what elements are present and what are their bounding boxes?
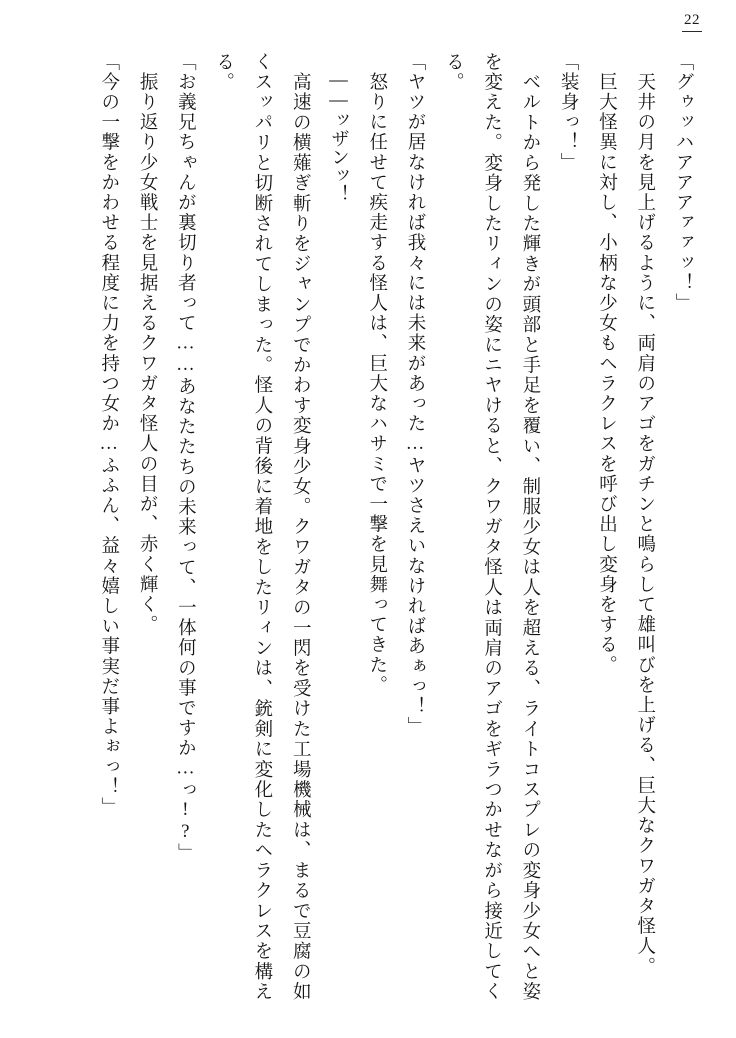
paragraph: 「グゥッハアアアァァッ！」 (673, 52, 693, 314)
paragraph: ベルトから発した輝きが頭部と手足を覆い、制服少女は人を超える、ライトコスプレの変身少女へと姿を変えた。変身したリィンの姿にニヤけると、クワガタ怪人は両肩のアゴをギラつかせながら接近してくる。 (443, 52, 540, 1002)
paragraph: 「お義兄ちゃんが裏切り者って……あなたたちの未来って、一体何の事ですか…っ!?」 (175, 52, 196, 864)
paragraph: 高速の横薙ぎ斬りをジャンプでかわす変身少女。クワガタの一閃を受けた工場機械は、まるで豆腐の如くスッパリと切断されてしまった。怪人の背後に着地をしたリィンは、銃剣に変化したヘラクレスを構える。 (213, 52, 311, 1002)
page-number: 22 (682, 12, 702, 32)
paragraph: 怒りに任せて疾走する怪人は、巨大なハサミで一撃を見舞ってきた。 (366, 52, 387, 696)
page-body-text (40, 52, 702, 1002)
paragraph: 「今の一撃をかわせる程度に力を持つ女か…ふふん、益々嬉しい事実だ事よぉっ！」 (98, 52, 119, 818)
paragraph: 巨大怪異に対し、小柄な少女もヘラクレスを呼び出し変身をする。 (596, 52, 617, 676)
paragraph: 振り返り少女戦士を見据えるクワガタ怪人の目が、赤く輝く。 (137, 52, 158, 635)
paragraph: 天井の月を見上げるように、両肩のアゴをガチンと鳴らして雄叫びを上げる、巨大なクワガタ怪人。 (634, 52, 655, 977)
paragraph: 「ヤツが居なければ我々には未来があった…ヤツさえいなければあぁっ！」 (405, 52, 426, 737)
paragraph: ――ッザンッ！ (328, 52, 349, 203)
paragraph: 「装身っ！」 (558, 52, 579, 173)
